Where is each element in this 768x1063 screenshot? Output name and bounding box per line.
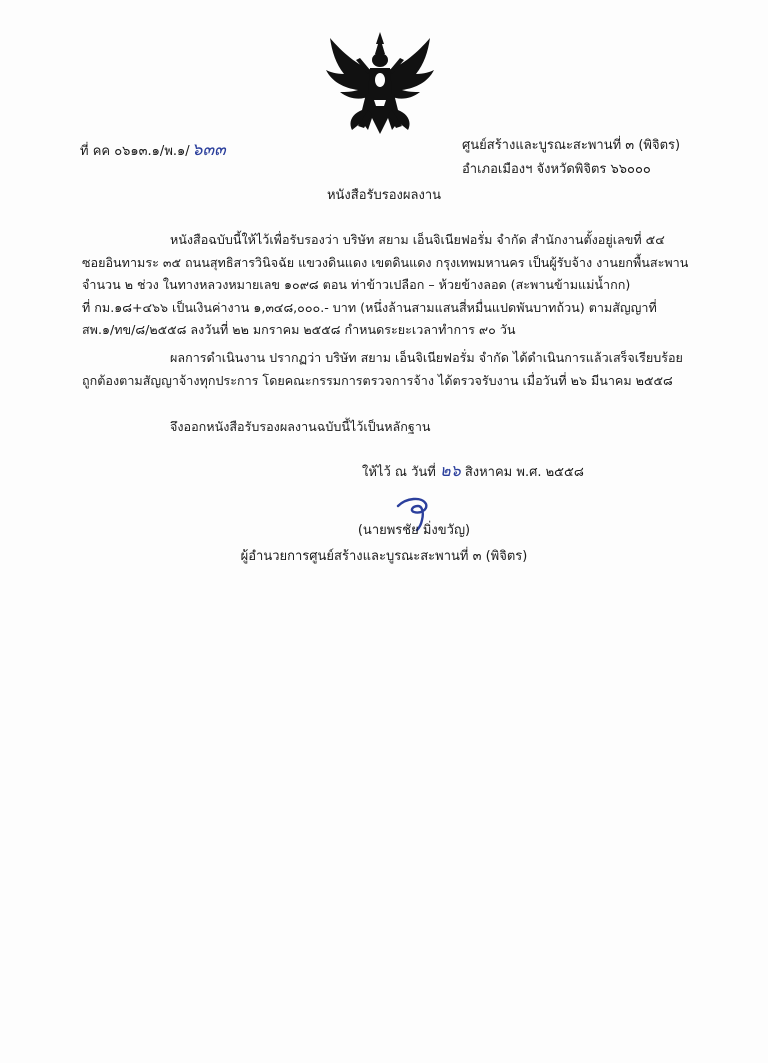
paragraph-line: สพ.๑/ทข/๘/๒๕๕๘ ลงวันที่ ๒๒ มกราคม ๒๕๕๘ กำหนดระยะเวลาทำการ ๙๐ วัน [82,322,516,337]
paragraph-line: จำนวน ๒ ช่วง ในทางหลวงหมายเลข ๑๐๙๘ ตอน ท่าข้าวเปลือก – ห้วยข้างลอด (สะพานข้ามแม่น้ำกก) [82,277,631,292]
reference-prefix: ที่ คค ๐๖๑๓.๑/พ.๑/ [80,144,190,159]
date-prefix: ให้ไว้ ณ วันที่ [362,465,436,480]
paragraph-line: จึงออกหนังสือรับรองผลงานฉบับนี้ไว้เป็นหลักฐาน [170,419,431,434]
paragraph-line: ถูกต้องตามสัญญาจ้างทุกประการ โดยคณะกรรมการตรวจการจ้าง ได้ตรวจรับงาน เมื่อวันที่ ๒๖ มีนาคม ๒๕๕๘ [82,372,673,388]
signer-position: ผู้อำนวยการศูนย์สร้างและบูรณะสะพานที่ ๓ (พิจิตร) [240,549,528,564]
signer-name: (นายพรชัย มิ่งขวัญ) [357,523,471,538]
office-location: อำเภอเมืองฯ จังหวัดพิจิตร ๖๖๐๐๐ [462,162,651,177]
signer-block [0,518,768,570]
paragraph-line: ซอยอินทามระ ๓๕ ถนนสุทธิสารวินิจฉัย แขวงดินแดง เขตดินแดง กรุงเทพมหานคร เป็นผู้รับจ้าง งานยกพื้นสะพาน [82,254,689,270]
document-subject: หนังสือรับรองผลงาน [326,188,442,203]
paragraph-result [82,347,694,392]
issue-date [362,459,584,484]
office-name: ศูนย์สร้างและบูรณะสะพานที่ ๓ (พิจิตร) [462,138,681,153]
paragraph-closing [82,416,694,439]
paragraph-line: ที่ กม.๑๘+๔๖๖ เป็นเงินค่างาน ๑,๓๔๘,๐๐๐.- บาท (หนึ่งล้านสามแสนสี่หมื่นแปดพันบาทถ้วน) ตามสัญญาที่ [82,299,657,315]
date-day-handwritten: ๒๖ [439,461,461,480]
paragraph-certification [82,229,694,342]
date-suffix: สิงหาคม พ.ศ. ๒๕๕๘ [464,465,584,480]
reference-handwritten-number: ๖๓๓ [191,140,226,160]
garuda-emblem-icon [322,30,438,142]
paragraph-line: หนังสือฉบับนี้ให้ไว้เพื่อรับรองว่า บริษัท สยาม เอ็นจิเนียฟอรั่ม จำกัด สำนักงานตั้งอยู่เลขที่ ๕๔ [170,232,665,247]
paragraph-line: ผลการดำเนินงาน ปรากฏว่า บริษัท สยาม เอ็นจิเนียฟอรั่ม จำกัด ได้ดำเนินการแล้วเสร็จเรียบร้อย [170,350,683,365]
reference-number [80,136,226,163]
office-address [462,134,680,182]
